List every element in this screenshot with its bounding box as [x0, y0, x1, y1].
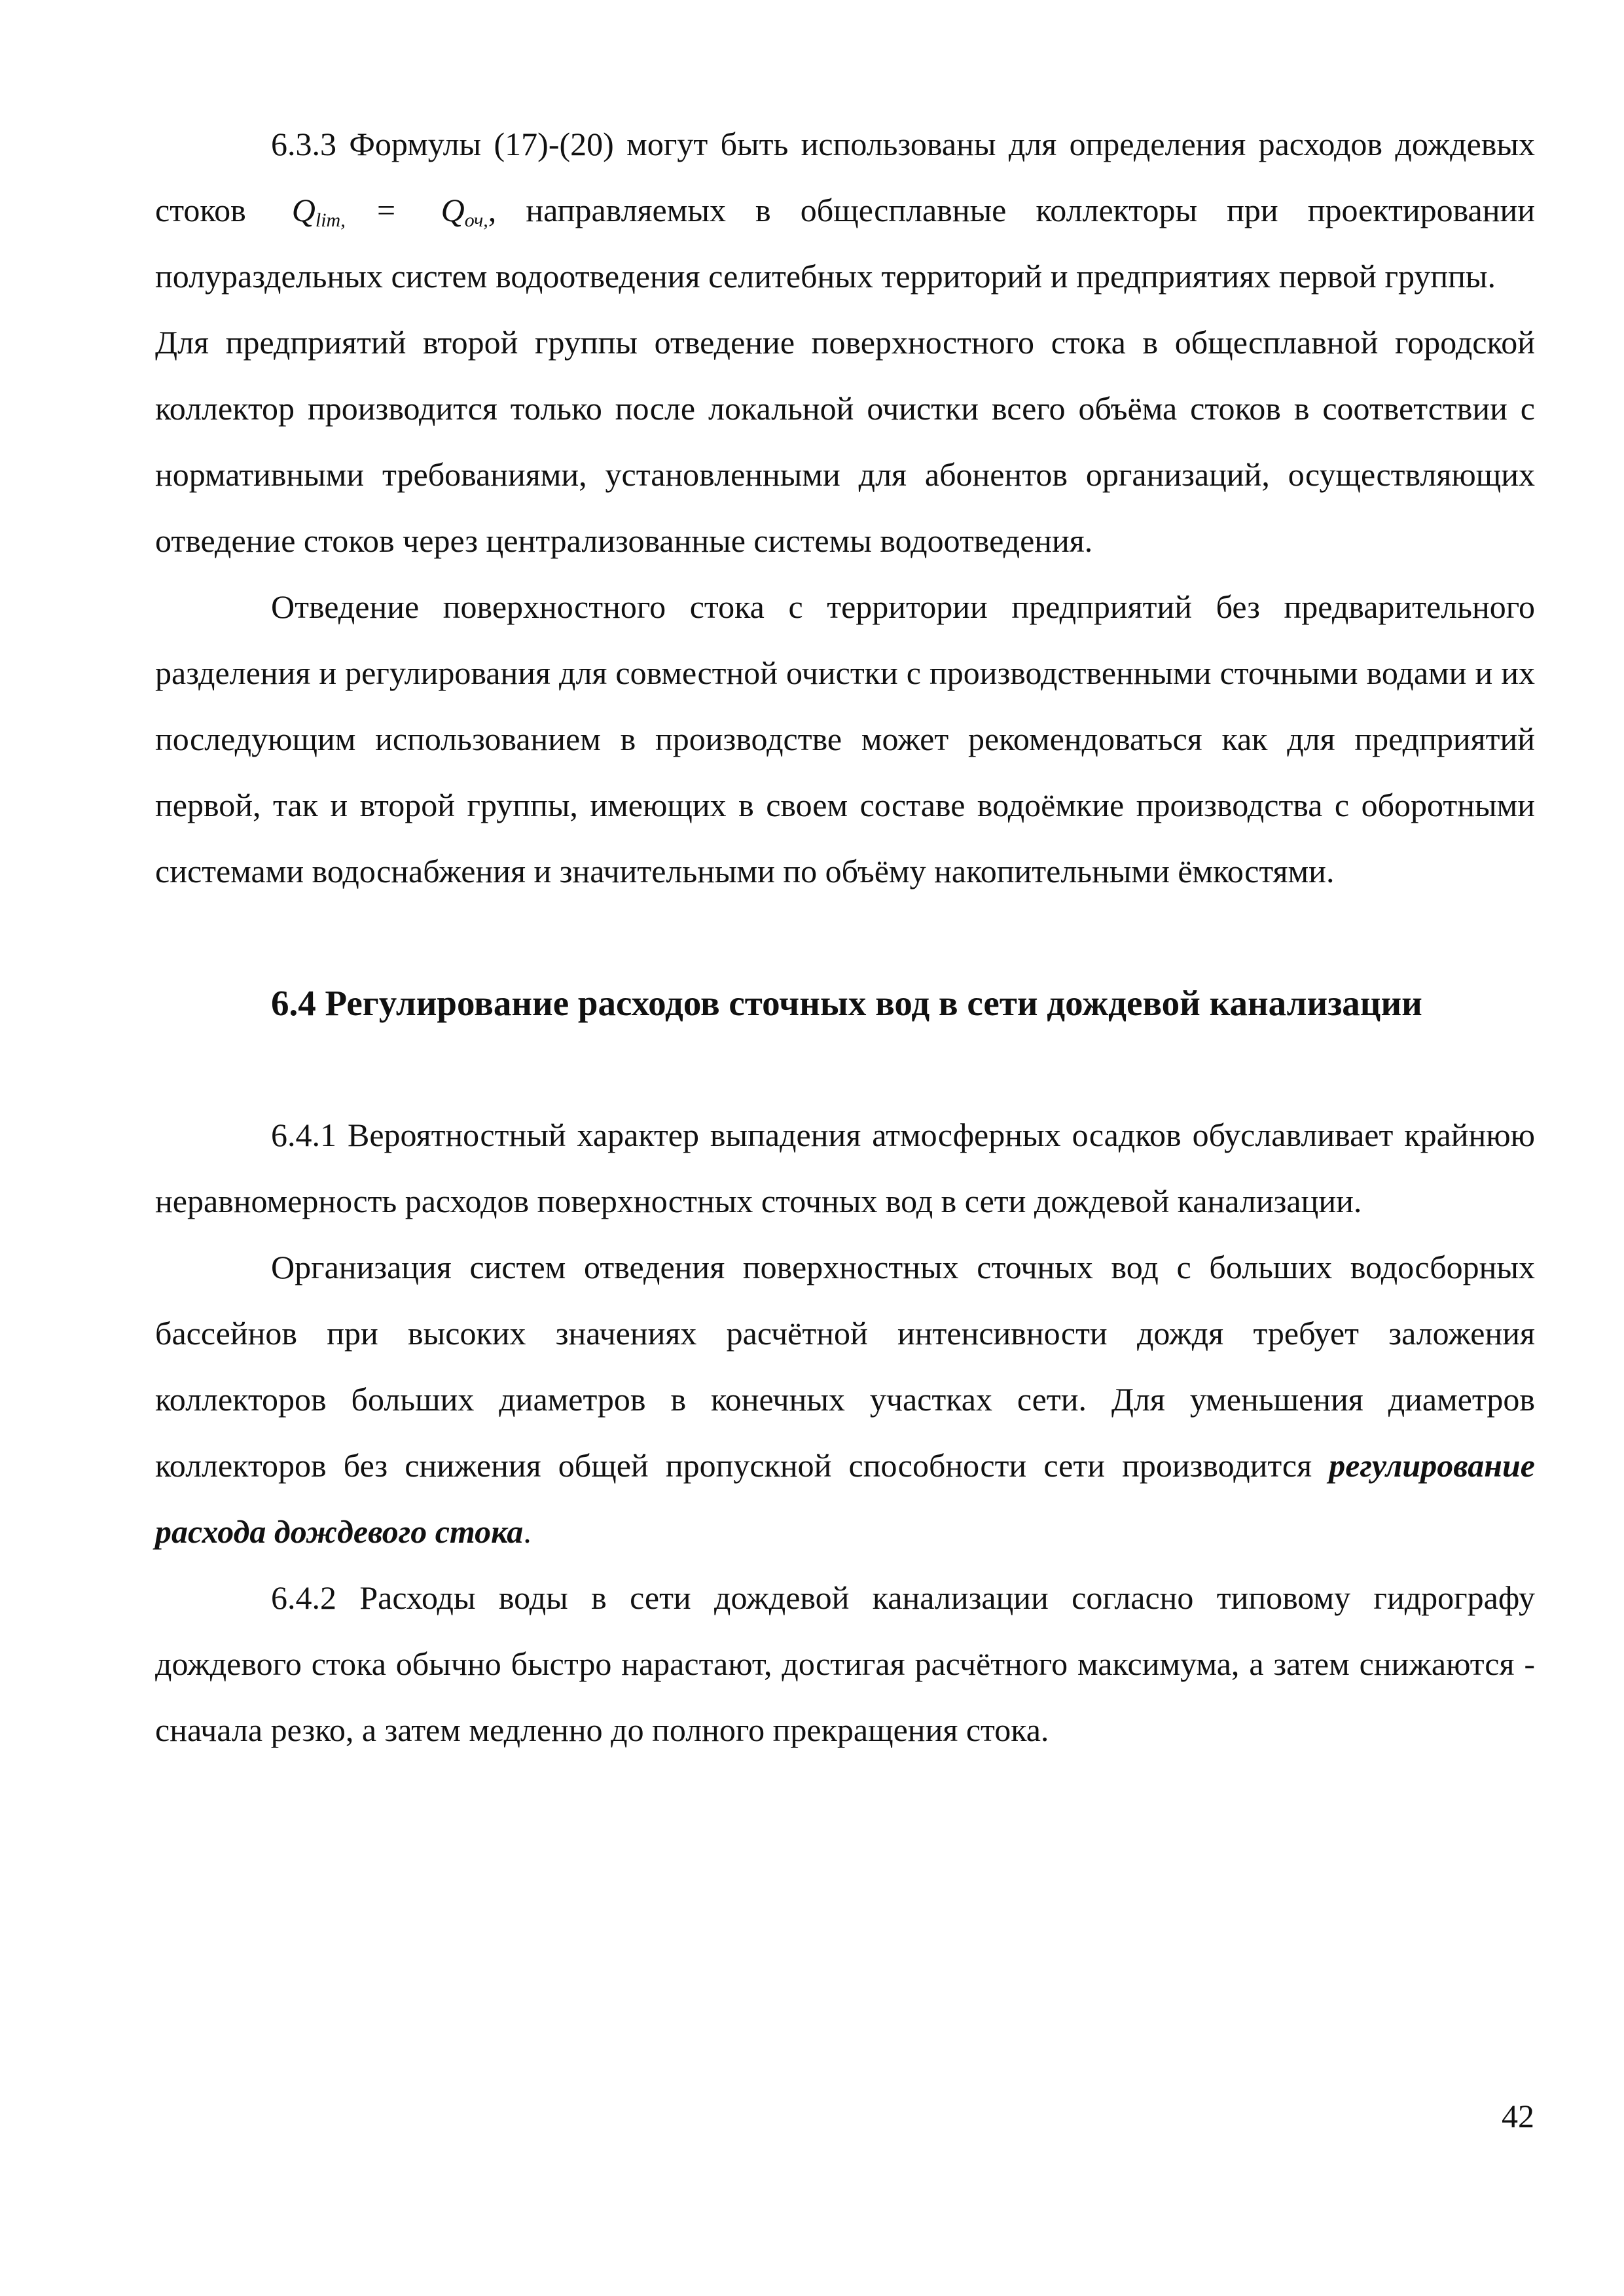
paragraph-6-3-3: [155, 111, 1535, 574]
page-number: 42: [1502, 2098, 1534, 2134]
formula-q2-symbol: Q: [441, 192, 465, 228]
emphasized-term: регулирование расхода дождевого стока: [155, 1447, 1535, 1550]
paragraph-6-3-3-text-end: Для предприятий второй группы отведение поверхностного стока в общесплавной городской коллектор производится только после локальной очистки всего объёма стоков в соответствии с нормативными требованиями, установленными для абонентов организаций, осуществляющих отведение стоков через централизованные системы водоотведения.: [155, 324, 1535, 559]
paragraph-6-3-3-text-start: 6.3.3 Формулы (17)-(20) могут быть использованы для определения расходов дождевых стоков: [155, 126, 1535, 228]
section-heading-6-4: 6.4 Регулирование расходов сточных вод в сети дождевой канализации: [271, 983, 1422, 1023]
formula-q-lim-q-och: [291, 192, 488, 231]
page-body: [155, 111, 1535, 1763]
formula-q2-subscript: оч,: [464, 209, 488, 231]
paragraph-6-3-3-text-middle: , направляемых в общесплавные коллекторы при проектировании полураздельных систем водоотведения селитебных территорий и предприятиях первой группы.: [155, 192, 1535, 295]
formula-equals: =: [345, 192, 427, 228]
formula-q1-subscript: lim,: [315, 209, 346, 231]
paragraph-organization: [155, 1234, 1535, 1565]
paragraph-organization-end: .: [523, 1513, 532, 1550]
paragraph-6-4-1: 6.4.1 Вероятностный характер выпадения атмосферных осадков обуславливает крайнюю неравномерность расходов поверхностных сточных вод в сети дождевой канализации.: [155, 1117, 1535, 1219]
paragraph-surface-runoff: Отведение поверхностного стока с территории предприятий без предварительного разделения и регулирования для совместной очистки с производственными сточными водами и их последующим использованием в производстве может рекомендоваться как для предприятий первой, так и второй группы, имеющих в своем составе водоёмкие производства с оборотными системами водоснабжения и значительными по объёму накопительными ёмкостями.: [155, 588, 1535, 889]
paragraph-6-4-2: 6.4.2 Расходы воды в сети дождевой канализации согласно типовому гидрографу дождевого стока обычно быстро нарастают, достигая расчётного максимума, а затем снижаются - сначала резко, а затем медленно до полного прекращения стока.: [155, 1579, 1535, 1748]
formula-q1-symbol: Q: [291, 192, 316, 228]
paragraph-organization-text: Организация систем отведения поверхностных сточных вод с больших водосборных бассейнов при высоких значениях расчётной интенсивности дождя требует заложения коллекторов больших диаметров в конечных участках сети. Для уменьшения диаметров коллекторов без снижения общей пропускной способности сети производится: [155, 1249, 1535, 1484]
